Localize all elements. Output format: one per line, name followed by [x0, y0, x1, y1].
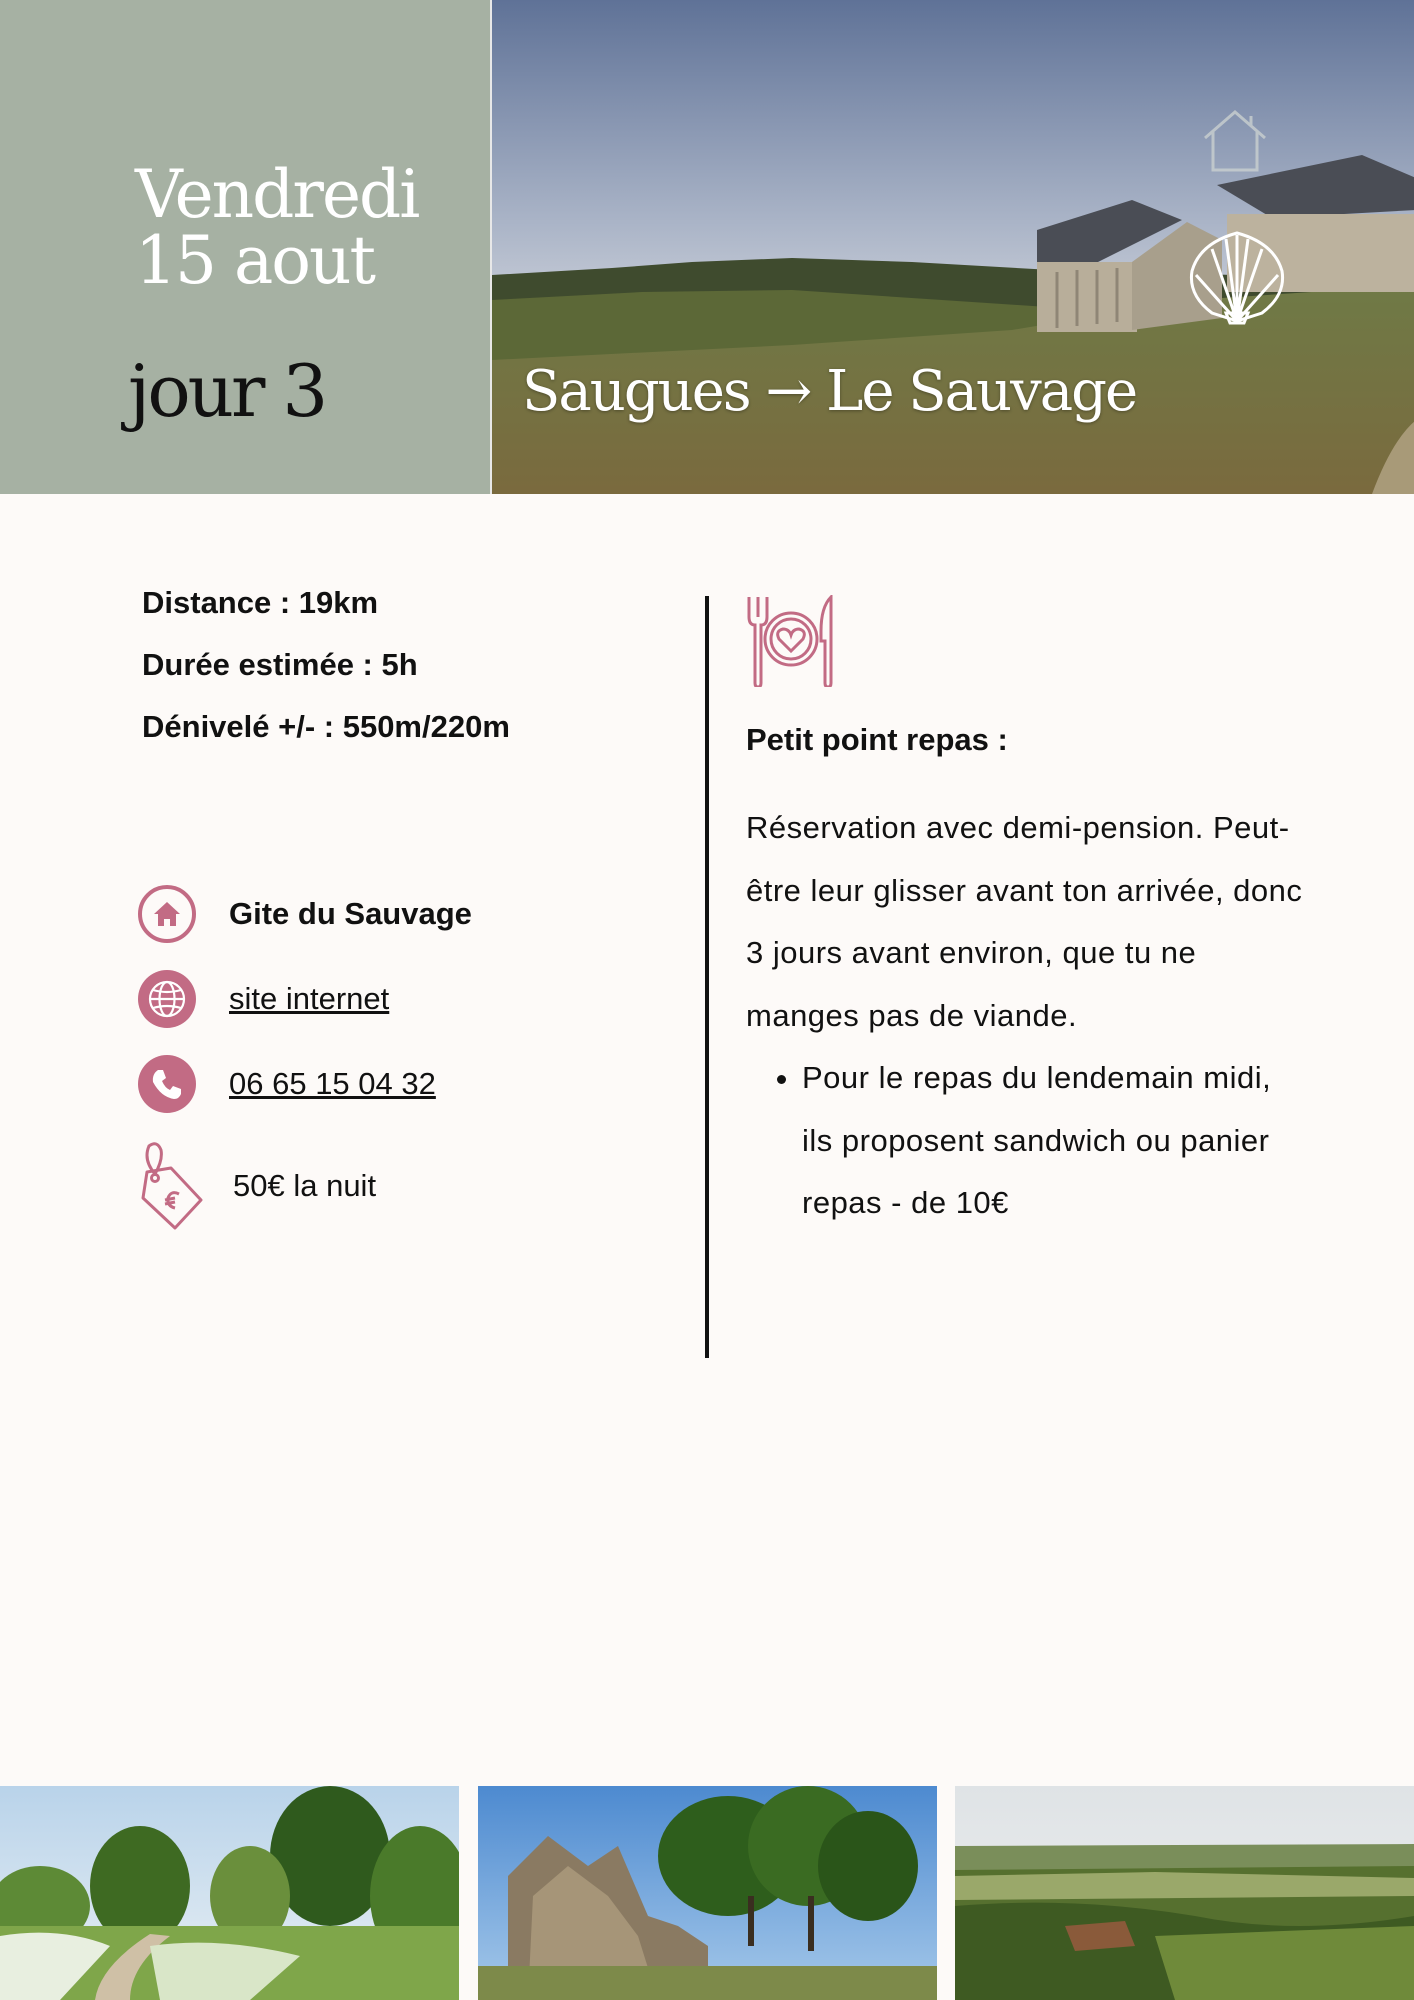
website-link[interactable]: site internet: [229, 981, 390, 1016]
website-row[interactable]: [137, 969, 389, 1029]
scallop-shell-icon: [1182, 225, 1292, 325]
phone-link[interactable]: 06 65 15 04 32: [229, 1066, 436, 1101]
elevation-stat: Dénivelé +/- : 550m/220m: [142, 709, 510, 744]
phone-icon: [137, 1054, 197, 1114]
photo-path: [0, 1786, 459, 2000]
photo-vineyard: [955, 1786, 1414, 2000]
meal-notes: [746, 797, 1306, 1235]
price-text: 50€ la nuit: [233, 1168, 377, 1203]
lodging-name: Gite du Sauvage: [229, 896, 472, 931]
globe-icon: [137, 969, 197, 1029]
price-row: [137, 1140, 376, 1232]
meal-bullet-list: [746, 1047, 1306, 1235]
distance-stat: Distance : 19km: [142, 585, 379, 620]
trip-stats: [142, 582, 510, 768]
meal-paragraph: Réservation avec demi-pension. Peut-être leur glisser avant ton arrivée, donc 3 jours avant environ, que tu ne manges pas de viande.: [746, 810, 1303, 1033]
header-date-panel: [0, 0, 490, 494]
plate-heart-icon: [745, 595, 837, 687]
date-weekday: Vendredi: [135, 156, 419, 233]
date-heading: [135, 156, 419, 299]
phone-row[interactable]: [137, 1054, 436, 1114]
date-day-month: 15 aout: [135, 222, 375, 299]
meal-title: Petit point repas :: [746, 722, 1008, 757]
photo-ruins: [478, 1786, 937, 2000]
price-tag-icon: [137, 1140, 203, 1232]
lodging-name-row: [137, 884, 472, 944]
route-title: Saugues → Le Sauvage: [522, 359, 1137, 424]
hero-photo: [490, 0, 1414, 494]
duration-stat: Durée estimée : 5h: [142, 647, 418, 682]
home-icon: [137, 884, 197, 944]
day-number: jour 3: [128, 349, 326, 433]
column-divider: [705, 596, 709, 1358]
meal-bullet: • Pour le repas du lendemain midi, ils proposent sandwich ou panier repas - de 10€: [802, 1047, 1306, 1235]
house-outline-icon: [1199, 104, 1271, 176]
